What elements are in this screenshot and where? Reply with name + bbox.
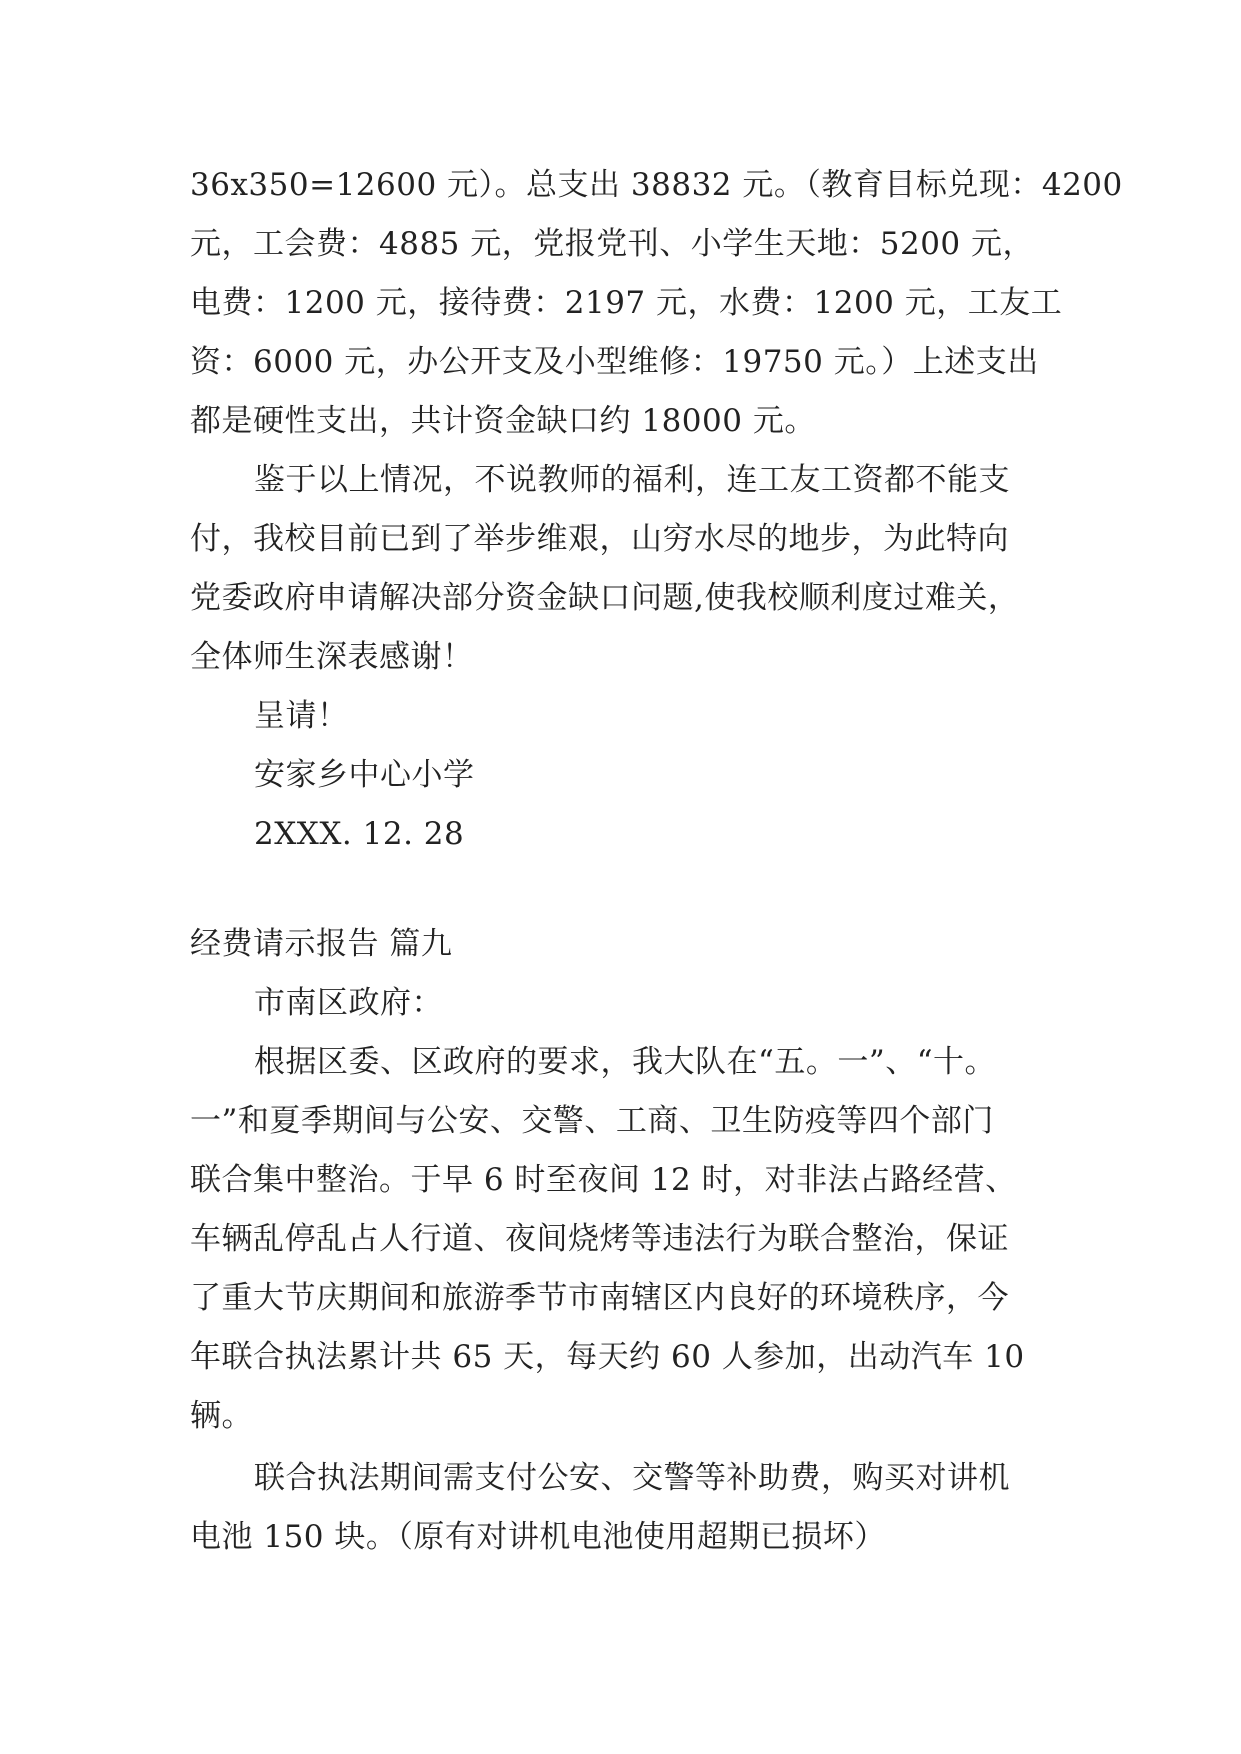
text-line: 电费：1200 元，接待费：2197 元，水费：1200 元，工友工 [190,285,1063,321]
text-line: 付，我校目前已到了举步维艰，山穷水尽的地步，为此特向 [190,521,1009,557]
text-line: 党委政府申请解决部分资金缺口问题,使我校顺利度过难关， [190,580,1020,616]
text-line: 了重大节庆期间和旅游季节市南辖区内良好的环境秩序，今 [190,1280,1009,1316]
signature-date: 2XXX. 12. 28 [254,816,465,852]
text-line: 全体师生深表感谢！ [190,639,474,675]
text-line: 一”和夏季期间与公安、交警、工商、卫生防疫等四个部门 [190,1103,994,1139]
text-line: 辆。 [190,1398,253,1434]
section-title: 经费请示报告 篇九 [190,926,453,962]
text-line: 36x350=12600 元）。总支出 38832 元。（教育目标兑现：4200 [190,167,1123,203]
text-line: 资：6000 元，办公开支及小型维修：19750 元。）上述支出 [190,344,1039,380]
text-line: 鉴于以上情况，不说教师的福利，连工友工资都不能支 [254,462,1010,498]
text-line: 电池 150 块。（原有对讲机电池使用超期已损坏） [190,1519,886,1555]
text-line: 车辆乱停乱占人行道、夜间烧烤等违法行为联合整治，保证 [190,1221,1009,1257]
text-line: 元，工会费：4885 元，党报党刊、小学生天地：5200 元， [190,226,1034,262]
text-line: 联合集中整治。于早 6 时至夜间 12 时，对非法占路经营、 [190,1162,1017,1198]
text-line: 都是硬性支出，共计资金缺口约 18000 元。 [190,403,816,439]
closing-text: 呈请！ [254,698,349,734]
text-line: 根据区委、区政府的要求，我大队在“五。一”、“十。 [254,1044,997,1080]
signature-org: 安家乡中心小学 [254,757,475,793]
text-line: 年联合执法累计共 65 天，每天约 60 人参加，出动汽车 10 [190,1339,1025,1375]
text-line: 联合执法期间需支付公安、交警等补助费，购买对讲机 [254,1460,1010,1496]
addressee: 市南区政府： [254,985,443,1021]
